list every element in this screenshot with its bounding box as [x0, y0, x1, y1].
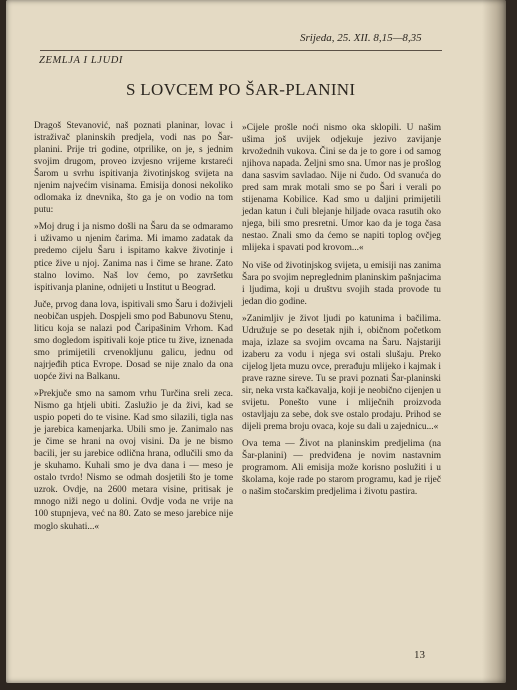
- paragraph: »Zanimljiv je život ljudi po katunima i bačilima. Udružuje se po desetak njih i, običnom početkom maja, izlaze sa svojim ovcama na Šaru. Najstariji izaberu za vodu i njega svi ostali slušaju. Preko cijelog ljeta muzu ovce, prerađuju mlijeko i kajmak i prave razne sireve. Tu se pravi poznati Šar-planinski sir, neka vrsta kačkavalja, koji je neobično cijenjen u svijetu. Ponešto vune i mliječnih proizvoda ostavljaju za sebe, dok sve ostalo prodaju. Prihod se dijeli prema broju ovaca, koje su dali u zajednicu...«: [242, 313, 441, 433]
- left-column: [34, 120, 233, 538]
- paragraph: Juče, prvog dana lova, ispitivali smo Šaru i doživjeli neobičan uspjeh. Dospjeli smo pod Babunovu Stenu, liticu koja se nalazi pod Čaripašinim Vrhom. Kad smo dogledom ispitivali koje ptice tu žive, iznenada smo primijetili crvenokljunu galicu, jednu od najrjeđih ptica Evrope. Dosad se nije znalo da ona uopće živi na Balkanu.: [34, 299, 233, 382]
- paragraph: No više od životinjskog svijeta, u emisiji nas zanima Šara po svojim nepreglednim planinskim pašnjacima i ljudima, koji u društvu svojih stada provode tu jedan dio godine.: [242, 260, 441, 307]
- page-spine-shadow: [482, 0, 506, 683]
- section-label: ZEMLJA I LJUDI: [39, 55, 124, 66]
- header-divider: [40, 50, 442, 51]
- paragraph: Dragoš Stevanović, naš poznati planinar, lovac i istraživač planinskih predjela, vodi nas po Šar-planini. Prije tri godine, otprilike, on je, s jednim svojim drugom, proveo izvjesno vrijeme krstareći Šarom u svrhu ispitivanja životinjskog svijeta na njenim najvećim visinama. Emisija donosi nekoliko odlomaka iz dnevnika, što ga je on vodio na tom putu:: [34, 121, 233, 216]
- paragraph: »Cijele prošle noći nismo oka sklopili. U našim ušima još uvijek odjekuje jezivo zavijanje krvožednih vukova. Čini se da je to gore i od samog njihova napada. Željni smo sna. Umor nas je prošlog dana sasvim savladao. Nije ni čudo. Od svanuća do pred sam mrak motali smo se po Šari i verali po stijenama Kobilice. Kad smo u daljini primijetili jedan katun i čuli blejanje hiljade ovaca rasutih oko njega, bili smo presretni. Umor kao da je toga časa nestao. Znali smo da ćemo se napiti toplog ovčjeg mlijeka i spavati pod krovom...«: [242, 123, 441, 254]
- paragraph: »Prekjuče smo na samom vrhu Turčina sreli zeca. Nismo ga htjeli ubiti. Zaslužio je da živi, kad se uspio popeti do te visine. Kad smo silazili, tigla nas je jarebica kamenjarka. Ubili smo je. Zanimalo nas je čime se hrani na ovoj visini. Da je ne bismo bacili, jer su jarebice odlična hrana, odlučili smo da je skuhamo. Kuhali smo je dva dana i — meso je ostalo tvrdo! Nismo se odmah dosjetili što je tome uzrok. Ovdje, na 2600 metara visine, pritisak je mnogo niži nego u dolini. Ovdje voda ne vrije na 100 stupnjeva, već na 80. Zato se meso jarebice nije moglo skuhati...«: [34, 388, 233, 532]
- broadcast-date: Srijeda, 25. XII. 8,15—8,35: [300, 32, 422, 44]
- page-number: 13: [414, 649, 425, 661]
- paragraph: »Moj drug i ja nismo došli na Šaru da se odmaramo i uživamo u njenim čarima. Mi imamo zadatak da predemo cijelu Šaru i ispitamo kakve životinje i ptice žive u njoj. Zanima nas i čime se hrane. Zato stalno lovimo. Naš lov ćemo, po završetku ispitivanja planine, odnijeti u Institut u Beograd.: [34, 222, 233, 293]
- document-page: [6, 0, 506, 683]
- right-column: [242, 122, 441, 503]
- article-title: S LOVCEM PO ŠAR-PLANINI: [126, 80, 356, 99]
- paragraph: Ova tema — Život na planinskim predjelima (na Šar-planini) — predviđena je novim nastavnim programom. Ali emisija može korisno poslužiti i u školama, koje rade po starom programu, kad je riječ o našim stočarskim predjelima i životu pastira.: [242, 439, 441, 498]
